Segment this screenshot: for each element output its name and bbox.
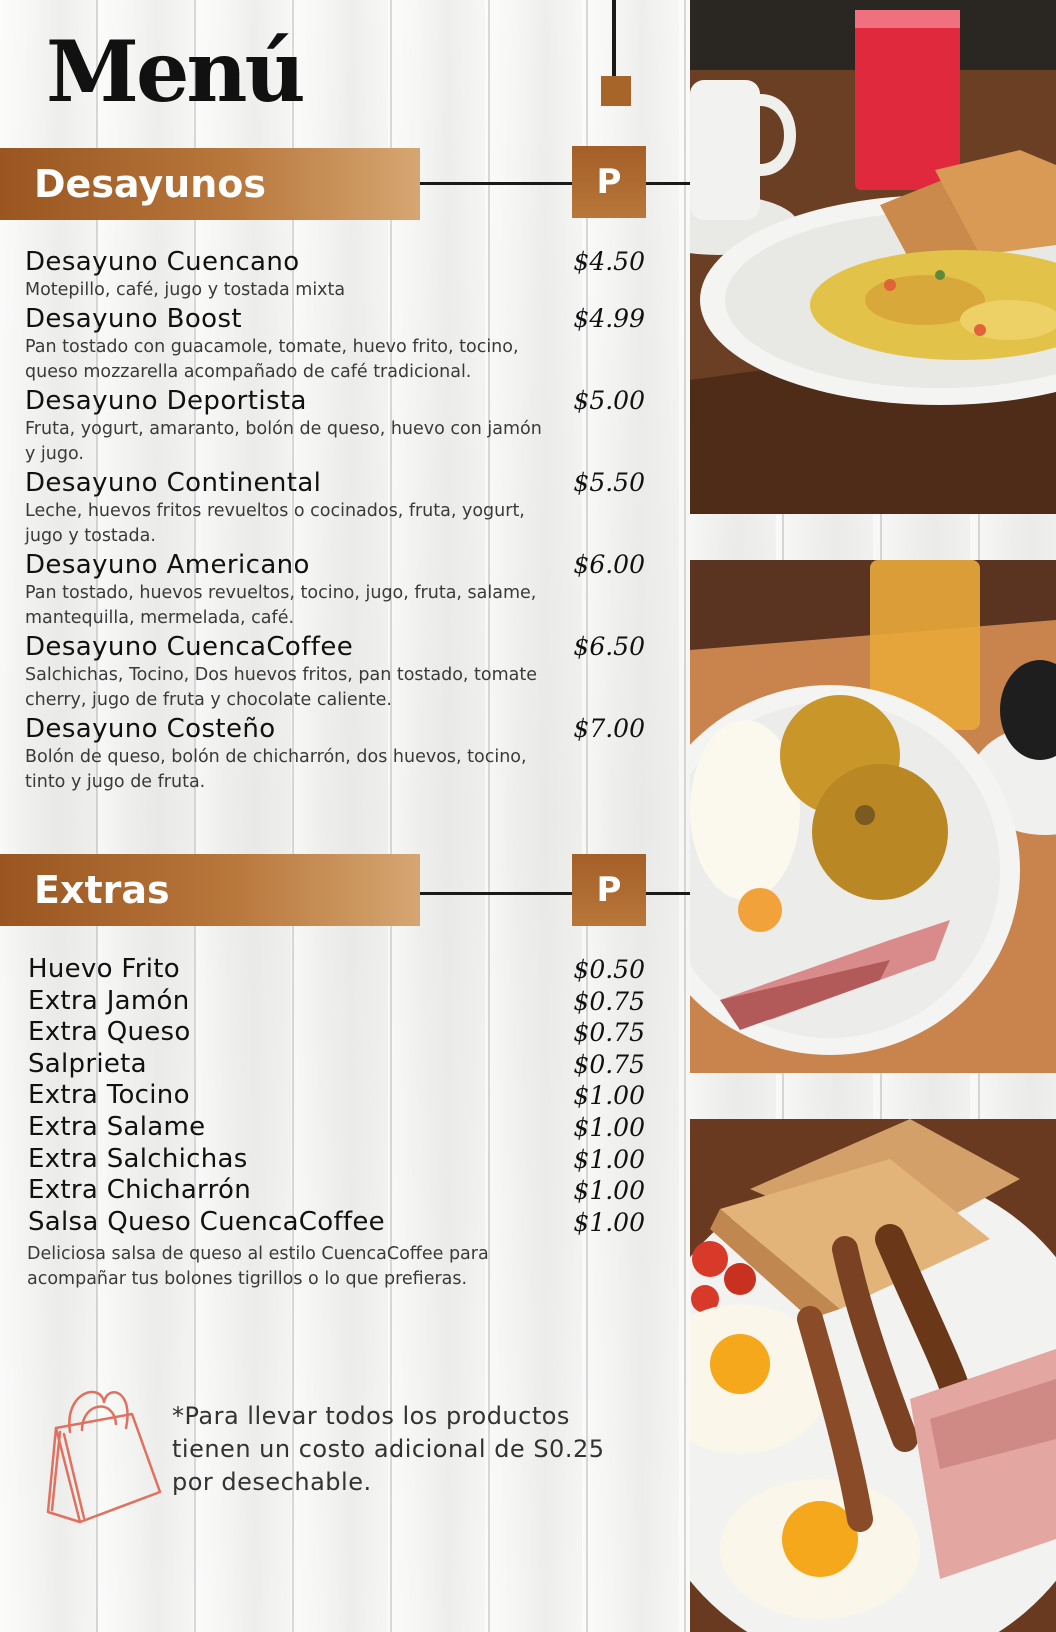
extras-note: Deliciosa salsa de queso al estilo CuencaCoffee para acompañar tus bolones tigrillos o lo que prefieras. (27, 1244, 489, 1289)
extra-item (28, 1080, 645, 1112)
extra-item-name: Extra Salame (28, 1111, 206, 1142)
menu-item-description: Pan tostado con guacamole, tomate, huevo frito, tocino, queso mozzarella acompañado de café tradicional. (25, 337, 519, 382)
section-divider-line (420, 892, 690, 895)
extra-item (28, 1207, 645, 1239)
extra-item (28, 1017, 645, 1049)
menu-item-price: $7.00 (573, 714, 645, 743)
decorative-square (601, 76, 631, 106)
section-header-desayunos: Desayunos (0, 148, 420, 220)
menu-item-price: $4.99 (573, 304, 645, 333)
menu-item (25, 549, 645, 631)
extra-item (28, 1144, 645, 1176)
section-header-extras: Extras (0, 854, 420, 926)
extra-item-price: $1.00 (573, 1081, 645, 1111)
extra-item-price: $1.00 (573, 1112, 645, 1142)
menu-item-name: Desayuno Costeño (25, 714, 276, 744)
breakfast-photo-scrambled-eggs (690, 0, 1056, 514)
takeaway-note: *Para llevar todos los productos tienen un costo adicional de S0.25 por desechable. (172, 1402, 605, 1496)
menu-item (25, 246, 645, 303)
extra-item (28, 1049, 645, 1081)
menu-item-description: Leche, huevos fritos revueltos o cocinados, fruta, yogurt, jugo y tostada. (25, 501, 525, 546)
menu-item-name: Desayuno CuencaCoffee (25, 632, 354, 662)
desayunos-list (25, 246, 645, 795)
extra-item-price: $0.50 (573, 955, 645, 984)
extra-item-name: Salprieta (28, 1048, 147, 1079)
section-divider-line (420, 182, 690, 185)
extra-item-name: Extra Jamón (28, 985, 190, 1016)
menu-item (25, 303, 645, 385)
menu-item-description: Fruta, yogurt, amaranto, bolón de queso, huevo con jamón y jugo. (25, 419, 542, 464)
menu-item-description: Motepillo, café, jugo y tostada mixta (25, 280, 346, 300)
menu-item-price: $6.50 (573, 632, 645, 661)
extra-item-price: $1.00 (573, 1144, 645, 1174)
menu-item-price: $5.00 (573, 386, 645, 415)
extra-item (28, 1112, 645, 1144)
extra-item (28, 954, 645, 986)
menu-item-name: Desayuno Boost (25, 304, 243, 334)
price-column-header: P (572, 146, 646, 218)
extra-item-name: Extra Salchichas (28, 1143, 248, 1174)
extras-list (28, 954, 645, 1238)
extra-item-name: Salsa Queso CuencaCoffee (28, 1206, 385, 1237)
menu-item-name: Desayuno Cuencano (25, 247, 300, 277)
extra-item-name: Extra Chicharrón (28, 1175, 251, 1206)
menu-item-price: $6.00 (573, 550, 645, 579)
breakfast-photo-sausages (690, 1119, 1056, 1632)
extra-item-name: Huevo Frito (28, 954, 180, 984)
menu-item-description: Salchichas, Tocino, Dos huevos fritos, pan tostado, tomate cherry, jugo de fruta y chocolate caliente. (25, 665, 538, 710)
page-title: Menú (46, 22, 303, 121)
extra-item-name: Extra Queso (28, 1017, 191, 1048)
menu-item-name: Desayuno Deportista (25, 386, 307, 416)
extra-item (28, 986, 645, 1018)
menu-item-description: Bolón de queso, bolón de chicharrón, dos huevos, tocino, tinto y jugo de fruta. (25, 747, 527, 792)
price-column-header: P (572, 854, 646, 926)
menu-item (25, 713, 645, 795)
menu-item (25, 385, 645, 467)
extra-item-price: $0.75 (573, 986, 645, 1016)
menu-item (25, 631, 645, 713)
menu-item-name: Desayuno Continental (25, 468, 322, 498)
extra-item-price: $0.75 (573, 1049, 645, 1079)
menu-item-price: $4.50 (573, 247, 645, 276)
menu-item-price: $5.50 (573, 468, 645, 497)
menu-item-name: Desayuno Americano (25, 550, 310, 580)
shopping-bag-icon (42, 1372, 162, 1530)
extra-item-price: $1.00 (573, 1176, 645, 1206)
menu-item (25, 467, 645, 549)
menu-item-description: Pan tostado, huevos revueltos, tocino, jugo, fruta, salame, mantequilla, mermelada, café. (25, 583, 537, 628)
decorative-line (612, 0, 616, 78)
extra-item-price: $0.75 (573, 1018, 645, 1048)
extra-item-name: Extra Tocino (28, 1080, 190, 1111)
extra-item (28, 1175, 645, 1207)
breakfast-photo-bolones (690, 560, 1056, 1073)
extra-item-price: $1.00 (573, 1207, 645, 1237)
